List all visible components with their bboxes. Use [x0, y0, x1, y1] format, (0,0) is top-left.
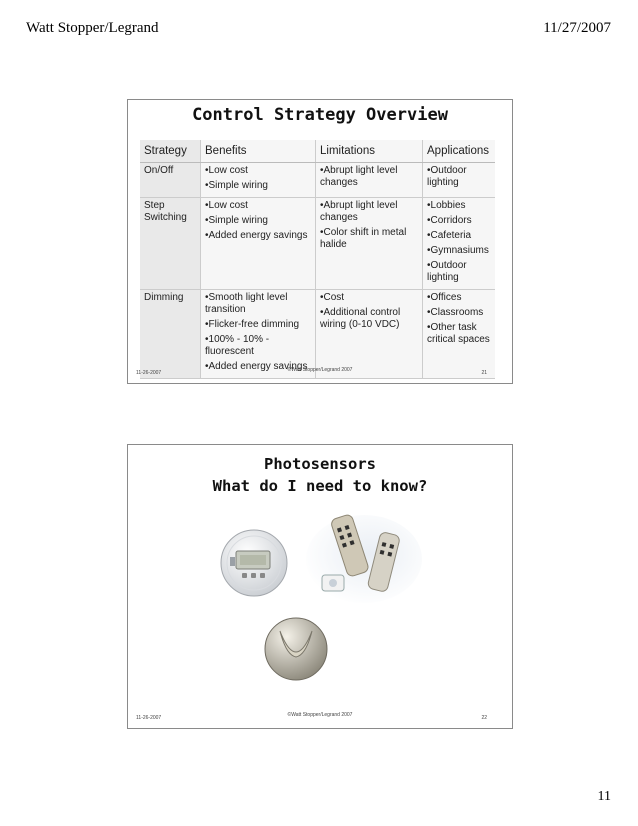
- application-item: •Lobbies: [427, 200, 466, 211]
- benefit-item: •Low cost: [205, 200, 248, 211]
- footer-date: 11-26-2007: [136, 715, 162, 721]
- benefit-item: •Low cost: [205, 165, 248, 176]
- limitation-item: •Additional control wiring (0-10 VDC): [320, 307, 401, 330]
- remote-controls-image: [304, 509, 424, 605]
- benefit-item: •Smooth light level transition: [205, 292, 288, 315]
- benefits-cell: [201, 163, 316, 198]
- benefit-item: •100% - 10% - fluorescent: [205, 334, 270, 357]
- footer-slide-number: 22: [481, 715, 487, 721]
- limitations-cell: [316, 163, 423, 198]
- application-item: •Corridors: [427, 215, 472, 226]
- limitation-item: •Abrupt light level changes: [320, 200, 398, 223]
- footer-copyright: ©Watt Stopper/Legrand 2007: [287, 712, 353, 718]
- table-header-row: [140, 140, 495, 163]
- slide-footer: [128, 367, 512, 380]
- benefits-cell: [201, 290, 316, 379]
- benefit-item: •Added energy savings: [205, 230, 308, 241]
- table-row: [140, 163, 495, 198]
- applications-cell: [423, 290, 496, 379]
- applications-cell: [423, 198, 496, 290]
- slide-control-strategy: [127, 99, 513, 384]
- limitation-item: •Cost: [320, 292, 345, 303]
- column-header: Limitations: [316, 140, 423, 163]
- column-header: Benefits: [201, 140, 316, 163]
- column-header: Applications: [423, 140, 496, 163]
- slide-title: Control Strategy Overview: [192, 105, 448, 125]
- application-item: •Cafeteria: [427, 230, 472, 241]
- footer-slide-number: 21: [481, 370, 487, 376]
- strategy-cell: On/Off: [140, 163, 201, 198]
- limitation-item: •Color shift in metal halide: [320, 227, 407, 250]
- application-item: •Offices: [427, 292, 462, 303]
- strategy-table: [140, 140, 495, 379]
- benefit-item: •Simple wiring: [205, 180, 268, 191]
- benefit-item: •Added energy savings: [205, 361, 308, 372]
- footer-copyright: ©Watt Stopper/Legrand 2007: [287, 367, 353, 373]
- header-company: Watt Stopper/Legrand: [26, 20, 159, 36]
- applications-cell: [423, 163, 496, 198]
- benefit-item: •Simple wiring: [205, 215, 268, 226]
- page-number: 11: [597, 789, 611, 804]
- header-date: 11/27/2007: [543, 20, 611, 36]
- slide-footer: [128, 712, 512, 725]
- table-row: [140, 290, 495, 379]
- footer-date: 11-26-2007: [136, 370, 162, 376]
- dome-photosensor-image: [262, 615, 330, 683]
- photosensor-wall-unit-image: [218, 527, 290, 599]
- application-item: •Other task critical spaces: [427, 322, 490, 345]
- strategy-cell: Dimming: [140, 290, 201, 379]
- slide-photosensors: [127, 444, 513, 729]
- application-item: •Classrooms: [427, 307, 484, 318]
- application-item: •Gymnasiums: [427, 245, 489, 256]
- strategy-cell: Step Switching: [140, 198, 201, 290]
- benefit-item: •Flicker-free dimming: [205, 319, 300, 330]
- slide-title: [128, 453, 512, 497]
- slide-title-line2: What do I need to know?: [212, 477, 428, 495]
- application-item: •Outdoor lighting: [427, 165, 467, 188]
- table-row: [140, 198, 495, 290]
- limitations-cell: [316, 290, 423, 379]
- column-header: Strategy: [140, 140, 201, 163]
- application-item: •Outdoor lighting: [427, 260, 467, 283]
- limitations-cell: [316, 198, 423, 290]
- benefits-cell: [201, 198, 316, 290]
- limitation-item: •Abrupt light level changes: [320, 165, 398, 188]
- slide-title-line1: Photosensors: [264, 455, 376, 473]
